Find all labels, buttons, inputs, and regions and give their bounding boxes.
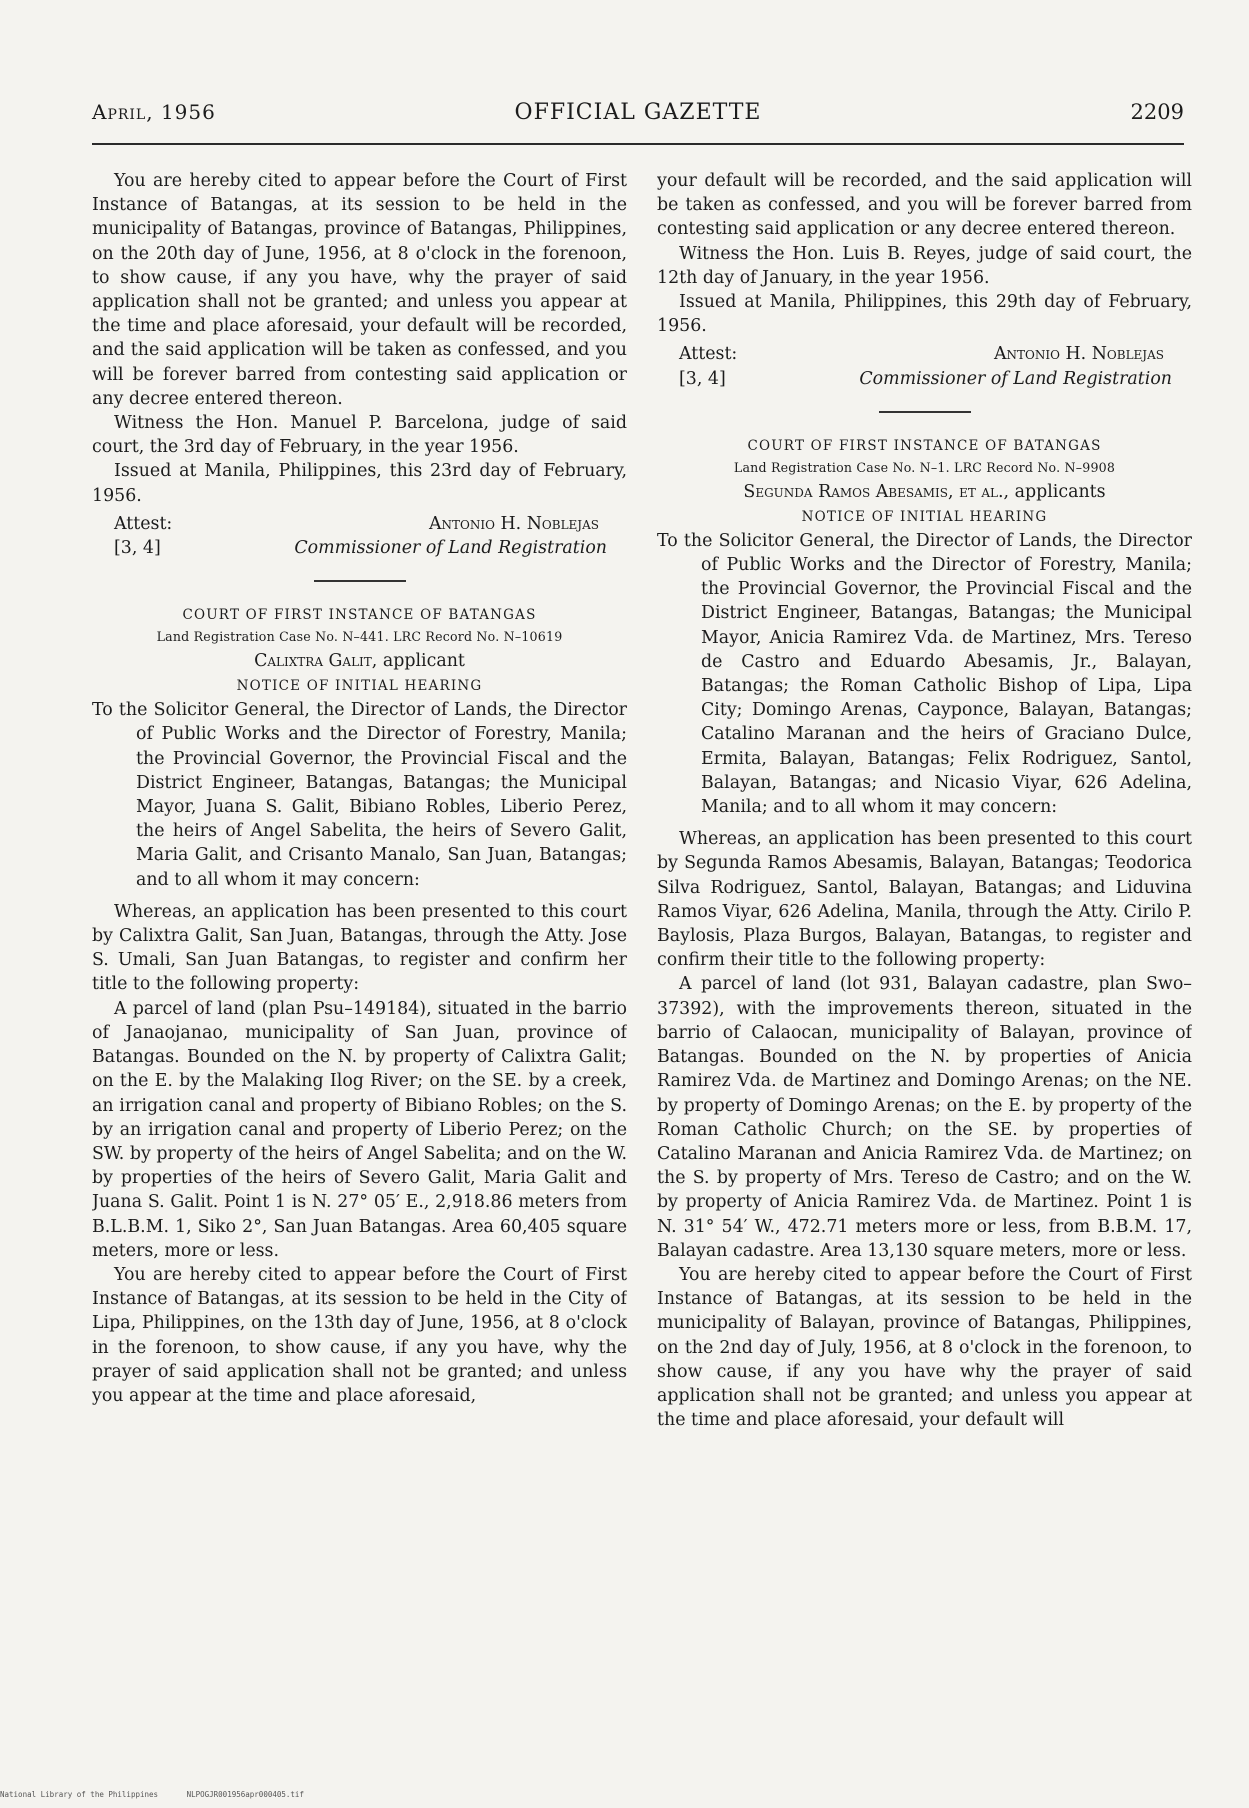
court-heading: COURT OF FIRST INSTANCE OF BATANGAS xyxy=(747,437,1102,454)
issue-date: April, 1956 xyxy=(92,100,216,124)
attestation-title-line xyxy=(679,367,1192,391)
paragraph: Whereas, an application has been presented to this court by Calixtra Galit, San Juan, Batangas, through the Atty. Jose S. Umali, San Juan Batangas, to register and confirm her title to the following property: xyxy=(92,901,627,995)
paragraph: You are hereby cited to appear before the Court of First Instance of Batangas, at its session to be held in the municipality of Balayan, province of Batangas, Philippines, on the 2nd day of July, 1956, at 8 o'clock in the forenoon, to show cause, if any you have why the prayer of said application shall not be granted; and unless you appear at the time and place aforesaid, your default will xyxy=(657,1264,1192,1431)
attest-label: Attest: xyxy=(114,513,173,534)
paragraph: Witness the Hon. Luis B. Reyes, judge of said court, the 12th day of January, in the year 1956. xyxy=(657,243,1192,288)
attest-name: Antonio H. Noblejas xyxy=(993,344,1164,365)
applicant-role: , applicants xyxy=(1003,481,1106,502)
attest-title: Commissioner of Land Registration xyxy=(859,368,1172,389)
scan-footer xyxy=(0,1790,328,1799)
publication-title: OFFICIAL GAZETTE xyxy=(514,100,762,125)
applicant-role: , applicant xyxy=(371,651,465,672)
case-number: Land Registration Case No. N–1. LRC Record No. N–9908 xyxy=(733,459,1116,475)
attest-name: Antonio H. Noblejas xyxy=(428,513,599,534)
left-column xyxy=(92,169,627,1679)
attestation xyxy=(114,512,627,536)
paragraph: Issued at Manila, Philippines, this 29th day of February, 1956. xyxy=(657,292,1192,337)
header-rule xyxy=(92,143,1184,145)
paragraph: your default will be recorded, and the said application will be taken as confessed, and you will be forever barred from contesting said application or any decree entered thereon. xyxy=(657,171,1192,240)
attestation xyxy=(679,342,1192,366)
applicant-name: Calixtra Galit xyxy=(254,651,372,672)
section-divider xyxy=(314,580,406,582)
notice-heading: NOTICE OF INITIAL HEARING xyxy=(801,508,1048,525)
paragraph: A parcel of land (plan Psu–149184), situated in the barrio of Janaojanao, municipality of San Juan, province of Batangas. Bounded on the N. by property of Calixtra Galit; on the E. by the Malaking Ilog River; on the SE. by a creek, an irrigation canal and property of Bibiano Robles; on the S. by an irrigation canal and property of Liberio Perez; on the SW. by property of the heirs of Angel Sabelita; and on the W. by properties of the heirs of Severo Galit, Maria Galit and Juana S. Galit. Point 1 is N. 27° 05′ E., 2,918.86 meters from B.L.B.M. 1, Siko 2°, San Juan Batangas. Area 60,405 square meters, more or less. xyxy=(92,998,627,1261)
reference-number: [3, 4] xyxy=(679,368,726,389)
case-number: Land Registration Case No. N–441. LRC Record No. N–10619 xyxy=(156,629,563,645)
addressees: To the Solicitor General, the Director of Lands, the Director of Public Works and the Director of Forestry, Manila; the Provincial Governor, the Provincial Fiscal and the District Engineer, Batangas, Batangas; the Municipal Mayor, Juana S. Galit, Bibiano Robles, Liberio Perez, the heirs of Angel Sabelita, the heirs of Severo Galit, Maria Galit, and Crisanto Manalo, San Juan, Batangas; and to all whom it may concern: xyxy=(92,700,627,890)
applicant-line xyxy=(657,479,1192,505)
attest-label: Attest: xyxy=(679,344,738,365)
page-number: 2209 xyxy=(1130,100,1184,124)
paragraph: You are hereby cited to appear before the Court of First Instance of Batangas, at its session to be held in the municipality of Batangas, province of Batangas, Philippines, on the 20th day of June, 1956, at 8 o'clock in the forenoon, to show cause, if any you have, why the prayer of said application shall not be granted; and unless you appear at the time and place aforesaid, your default will be recorded, and the said application will be taken as confessed, and you will be forever barred from contesting said application or any decree entered thereon. xyxy=(92,171,627,409)
addressees: To the Solicitor General, the Director of Lands, the Director of Public Works and the Director of Forestry, Manila; the Provincial Governor, the Provincial Fiscal and the District Engineer, Batangas, Batangas; the Municipal Mayor, Anicia Ramirez Vda. de Martinez, Mrs. Tereso de Castro and Eduardo Abesamis, Jr., Balayan, Batangas; the Roman Catholic Bishop of Lipa, Lipa City; Domingo Arenas, Cayponce, Balayan, Batangas; Catalino Maranan and the heirs of Graciano Dulce, Ermita, Balayan, Batangas; Felix Rodriguez, Santol, Balayan, Batangas; and Nicasio Viyar, 626 Adelina, Manila; and to all whom it may concern: xyxy=(657,530,1192,818)
right-column xyxy=(657,169,1192,1679)
paragraph: A parcel of land (lot 931, Balayan cadastre, plan Swo–37392), with the improvements thereon, situated in the barrio of Calaocan, municipality of Balayan, province of Batangas. Bounded on the N. by properties of Anicia Ramirez Vda. de Martinez and Domingo Arenas; on the NE. by property of Domingo Arenas; on the E. by property of the Roman Catholic Church; on the SE. by properties of Catalino Maranan and Anicia Ramirez Vda. de Martinez; on the S. by property of Mrs. Tereso de Castro; and on the W. by property of Anicia Ramirez Vda. de Martinez. Point 1 is N. 31° 54′ W., 472.71 meters more or less, from B.B.M. 17, Balayan cadastre. Area 13,130 square meters, more or less. xyxy=(657,974,1192,1261)
section-divider xyxy=(879,411,971,413)
reference-number: [3, 4] xyxy=(114,538,161,559)
library-credit: National Library of the Philippines xyxy=(0,1790,159,1799)
notice-heading: NOTICE OF INITIAL HEARING xyxy=(236,678,483,695)
attest-title: Commissioner of Land Registration xyxy=(294,538,607,559)
paragraph: You are hereby cited to appear before the Court of First Instance of Batangas, at its session to be held in the City of Lipa, Philippines, on the 13th day of June, 1956, at 8 o'clock in the forenoon, to show cause, if any you have, why the prayer of said application shall not be granted; and unless you appear at the time and place aforesaid, xyxy=(92,1264,627,1406)
page-header xyxy=(92,100,1184,134)
applicant-line xyxy=(92,648,627,674)
paragraph: Whereas, an application has been presented to this court by Segunda Ramos Abesamis, Balayan, Batangas; Teodorica Silva Rodriguez, Santol, Balayan, Batangas; and Liduvina Ramos Viyar, 626 Adelina, Manila, through the Atty. Cirilo P. Baylosis, Plaza Burgos, Balayan, Batangas, to register and confirm their title to the following property: xyxy=(657,829,1192,971)
paragraph: Issued at Manila, Philippines, this 23rd day of February, 1956. xyxy=(92,461,627,506)
attestation-title-line xyxy=(114,536,627,560)
scan-filename: NLPOGJR001956apr000405.tif xyxy=(186,1790,304,1799)
court-heading: COURT OF FIRST INSTANCE OF BATANGAS xyxy=(182,607,537,624)
paragraph: Witness the Hon. Manuel P. Barcelona, judge of said court, the 3rd day of February, in the year 1956. xyxy=(92,413,627,458)
applicant-name: Segunda Ramos Abesamis, et al. xyxy=(743,481,1004,502)
